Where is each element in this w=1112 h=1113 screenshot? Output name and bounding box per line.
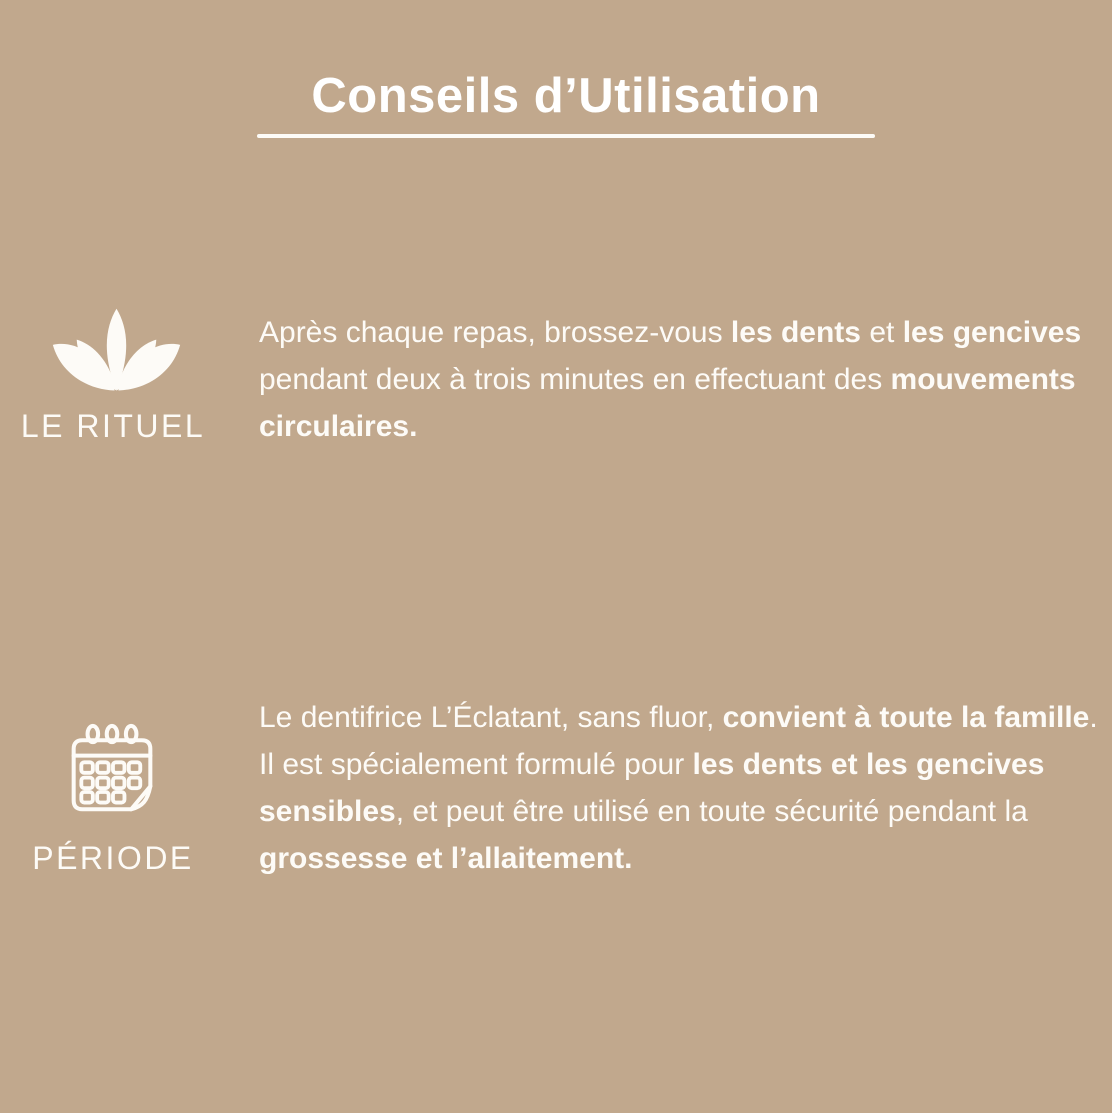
section-ritual-paragraph: Après chaque repas, brossez-vous les dents et les gencives pendant deux à trois minutes en effectuant des mouvements circulaires.: [259, 316, 1082, 443]
lotus-icon: [50, 305, 183, 400]
section-period-paragraph: Le dentifrice L’Éclatant, sans fluor, convient à toute la famille. Il est spécialement formulé pour les dents et les gencives sensibles, et peut être utilisé en toute sécurité pendant la grossesse et l’allaitement.: [259, 701, 1098, 875]
section-period-label: PÉRIODE: [32, 840, 194, 876]
calendar-icon: [66, 721, 158, 817]
title-underline: [257, 134, 875, 138]
page-title: Conseils d’Utilisation: [311, 69, 821, 123]
section-ritual-label: LE RITUEL: [20, 408, 206, 444]
